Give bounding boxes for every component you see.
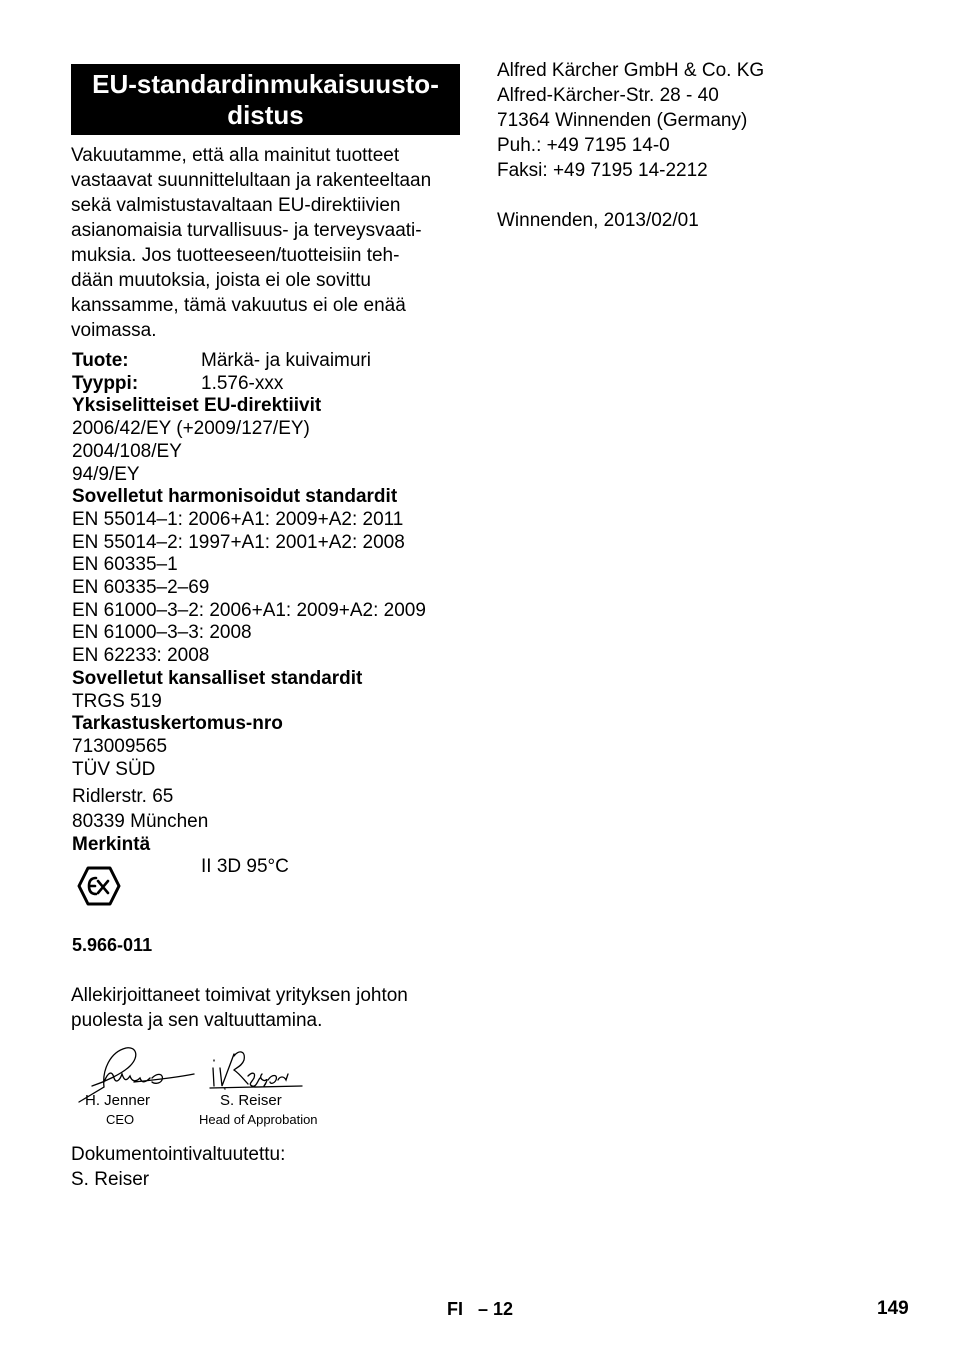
footer-language: FI [447,1299,463,1319]
signatory-role: Head of Approbation [199,1112,318,1127]
intro-line: asianomaisia turvallisuus- ja terveysvaati- [71,220,422,241]
specification-list [72,350,472,781]
company-line: 71364 Winnenden (Germany) [497,110,748,131]
signatory-name: H. Jenner [85,1092,151,1109]
signature-reiser-image [208,1046,304,1092]
national-item: TRGS 519 [72,690,162,712]
standard-item: EN 55014–2: 1997+A1: 2001+A2: 2008 [72,531,405,553]
marking-heading: Merkintä [72,834,151,855]
directive-item: 2004/108/EY [72,440,182,462]
footer-section [447,1298,513,1320]
national-heading: Sovelletut kansalliset standardit [72,667,363,689]
standard-item: EN 55014–1: 2006+A1: 2009+A2: 2011 [72,508,404,530]
product-row [72,350,472,373]
type-row [72,373,472,396]
directive-item: 2006/42/EY (+2009/127/EY) [72,418,310,440]
signing-statement [71,983,408,1033]
harmonised-heading: Sovelletut harmonisoidut standardit [72,486,398,508]
documentation-block [71,1142,285,1192]
type-value: 1.576-xxx [201,372,284,394]
document-title [71,64,460,135]
standard-item: EN 60335–1 [72,554,178,576]
intro-line: sekä valmistustavaltaan EU-direktiivien [71,195,401,216]
footer-section-page: – 12 [478,1299,514,1319]
report-address [72,784,208,834]
part-number: 5.966-011 [72,935,153,955]
standard-item: EN 61000–3–2: 2006+A1: 2009+A2: 2009 [72,599,426,621]
company-line: Faksi: +49 7195 14-2212 [497,160,708,181]
signing-line: puolesta ja sen valtuuttamina. [71,1010,323,1031]
company-line: Alfred-Kärcher-Str. 28 - 40 [497,85,719,106]
intro-line: voimassa. [71,320,157,341]
intro-line: dään muutoksia, joista ei ole sovittu [71,270,371,291]
report-city: 80339 München [72,811,209,832]
signing-line: Allekirjoittaneet toimivat yrityksen johton [71,985,408,1006]
title-line-2: distus [227,100,304,130]
signatory-role: CEO [106,1112,135,1127]
documentation-name: S. Reiser [71,1169,150,1190]
ex-explosion-protection-icon [77,866,121,906]
product-label: Tuote: [72,350,129,371]
standard-item: EN 61000–3–3: 2008 [72,622,252,644]
documentation-label: Dokumentointivaltuutettu: [71,1144,286,1165]
intro-line: vastaavat suunnittelultaan ja rakenteeltaan [71,170,432,191]
standard-item: EN 60335–2–69 [72,577,210,599]
product-value: Märkä- ja kuivaimuri [201,350,371,371]
company-line: Alfred Kärcher GmbH & Co. KG [497,60,765,81]
title-line-1: EU-standardinmukaisuusto- [92,69,439,99]
directive-item: 94/9/EY [72,463,140,485]
marking-value: II 3D 95°C [201,856,289,877]
intro-line: muksia. Jos tuotteeseen/tuotteisiin teh- [71,245,400,266]
report-org: TÜV SÜD [72,758,156,780]
intro-paragraph [71,143,463,343]
place-date: Winnenden, 2013/02/01 [497,210,699,231]
directives-heading: Yksiselitteiset EU-direktiivit [72,395,322,417]
page-number: 149 [877,1298,909,1319]
report-street: Ridlerstr. 65 [72,786,174,807]
intro-line: kanssamme, tämä vakuutus ei ole enää [71,295,406,316]
company-address [497,58,764,183]
signatory-name: S. Reiser [220,1092,282,1109]
report-heading: Tarkastuskertomus-nro [72,713,283,735]
intro-line: Vakuutamme, että alla mainitut tuotteet [71,145,400,166]
type-label: Tyyppi: [72,372,139,394]
report-number: 713009565 [72,735,168,757]
company-line: Puh.: +49 7195 14-0 [497,135,670,156]
standard-item: EN 62233: 2008 [72,645,210,667]
